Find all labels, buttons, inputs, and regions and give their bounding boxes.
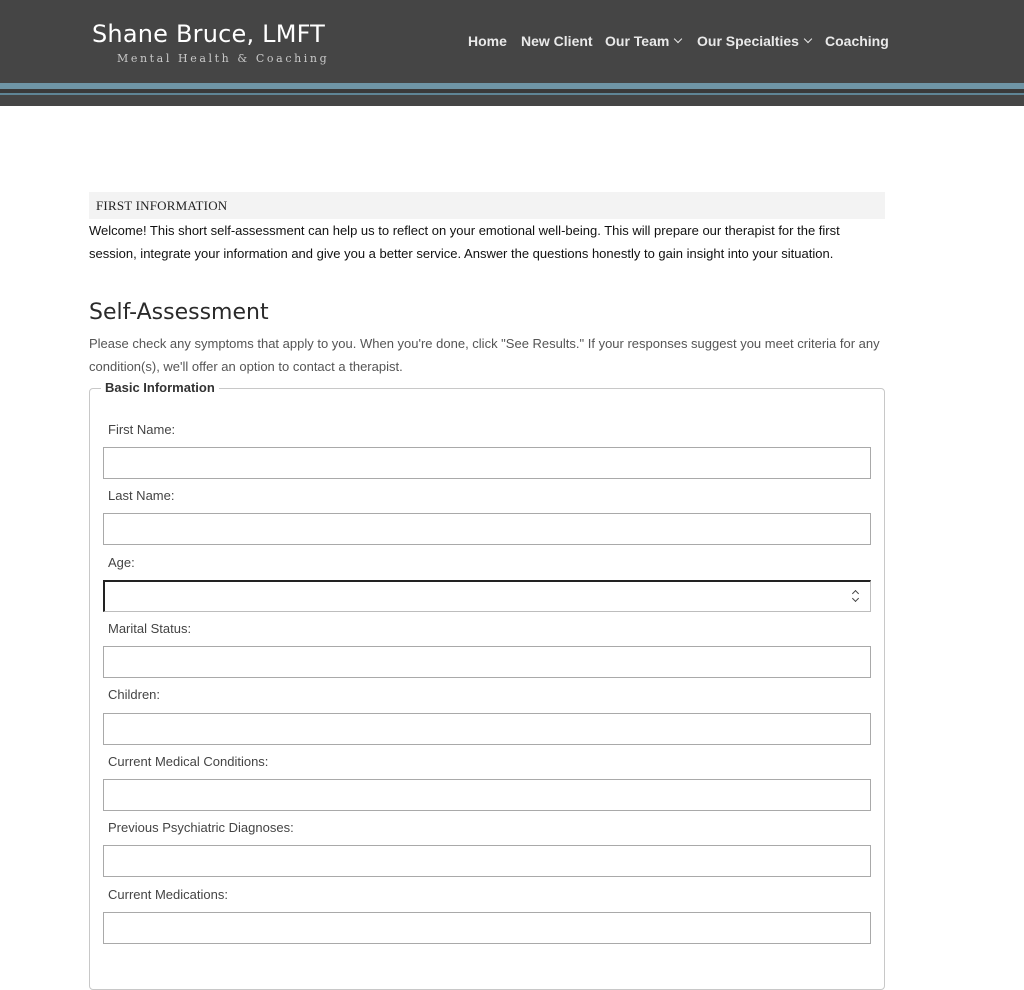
nav-new-client-label: New Client	[521, 33, 593, 49]
nav-new-client[interactable]	[521, 33, 593, 49]
nav-coaching-label: Coaching	[825, 33, 889, 49]
site-header	[0, 0, 1024, 106]
fieldset-legend: Basic Information	[101, 380, 219, 395]
page-title: Self-Assessment	[89, 300, 269, 325]
first-name-label: First Name:	[108, 422, 176, 437]
nav-our-team-label: Our Team	[605, 33, 670, 49]
nav-home[interactable]	[468, 33, 507, 49]
welcome-text: Welcome! This short self-assessment can help us to reflect on your emotional well-being. This will prepare our therapist for the first session, integrate your information and give you a better service. Answer the questions honestly to gain insight into your situation.	[89, 223, 840, 261]
first-name-field[interactable]	[103, 447, 871, 479]
nav-our-specialties[interactable]	[697, 33, 811, 49]
site-tagline: Mental Health & Coaching	[117, 52, 330, 65]
medical-conditions-label: Current Medical Conditions:	[108, 754, 269, 769]
nav-coaching[interactable]	[825, 33, 889, 49]
age-label: Age:	[108, 555, 135, 570]
info-heading-bar	[89, 192, 885, 219]
last-name-label: Last Name:	[108, 488, 175, 503]
current-medications-label: Current Medications:	[108, 887, 228, 902]
nav-our-team[interactable]	[605, 33, 681, 49]
nav-our-specialties-label: Our Specialties	[697, 33, 799, 49]
marital-status-field[interactable]	[103, 646, 871, 678]
current-medications-field[interactable]	[103, 912, 871, 944]
assessment-description: Please check any symptoms that apply to you. When you're done, click "See Results." If your responses suggest you meet criteria for any condition(s), we'll offer an option to contact a therapist.	[89, 336, 880, 374]
medical-conditions-field[interactable]	[103, 779, 871, 811]
children-field[interactable]	[103, 713, 871, 745]
marital-status-label: Marital Status:	[108, 621, 192, 636]
age-field[interactable]	[103, 580, 871, 612]
number-spinner-icon[interactable]	[852, 590, 860, 604]
children-label: Children:	[108, 687, 161, 702]
chevron-down-icon	[674, 35, 682, 43]
site-title[interactable]: Shane Bruce, LMFT	[92, 20, 326, 48]
header-stripe-thin	[0, 93, 1024, 95]
chevron-down-icon	[804, 35, 812, 43]
info-heading: FIRST INFORMATION	[96, 198, 228, 213]
last-name-field[interactable]	[103, 513, 871, 545]
psychiatric-diagnoses-label: Previous Psychiatric Diagnoses:	[108, 820, 294, 835]
psychiatric-diagnoses-field[interactable]	[103, 845, 871, 877]
nav-home-label: Home	[468, 33, 507, 49]
